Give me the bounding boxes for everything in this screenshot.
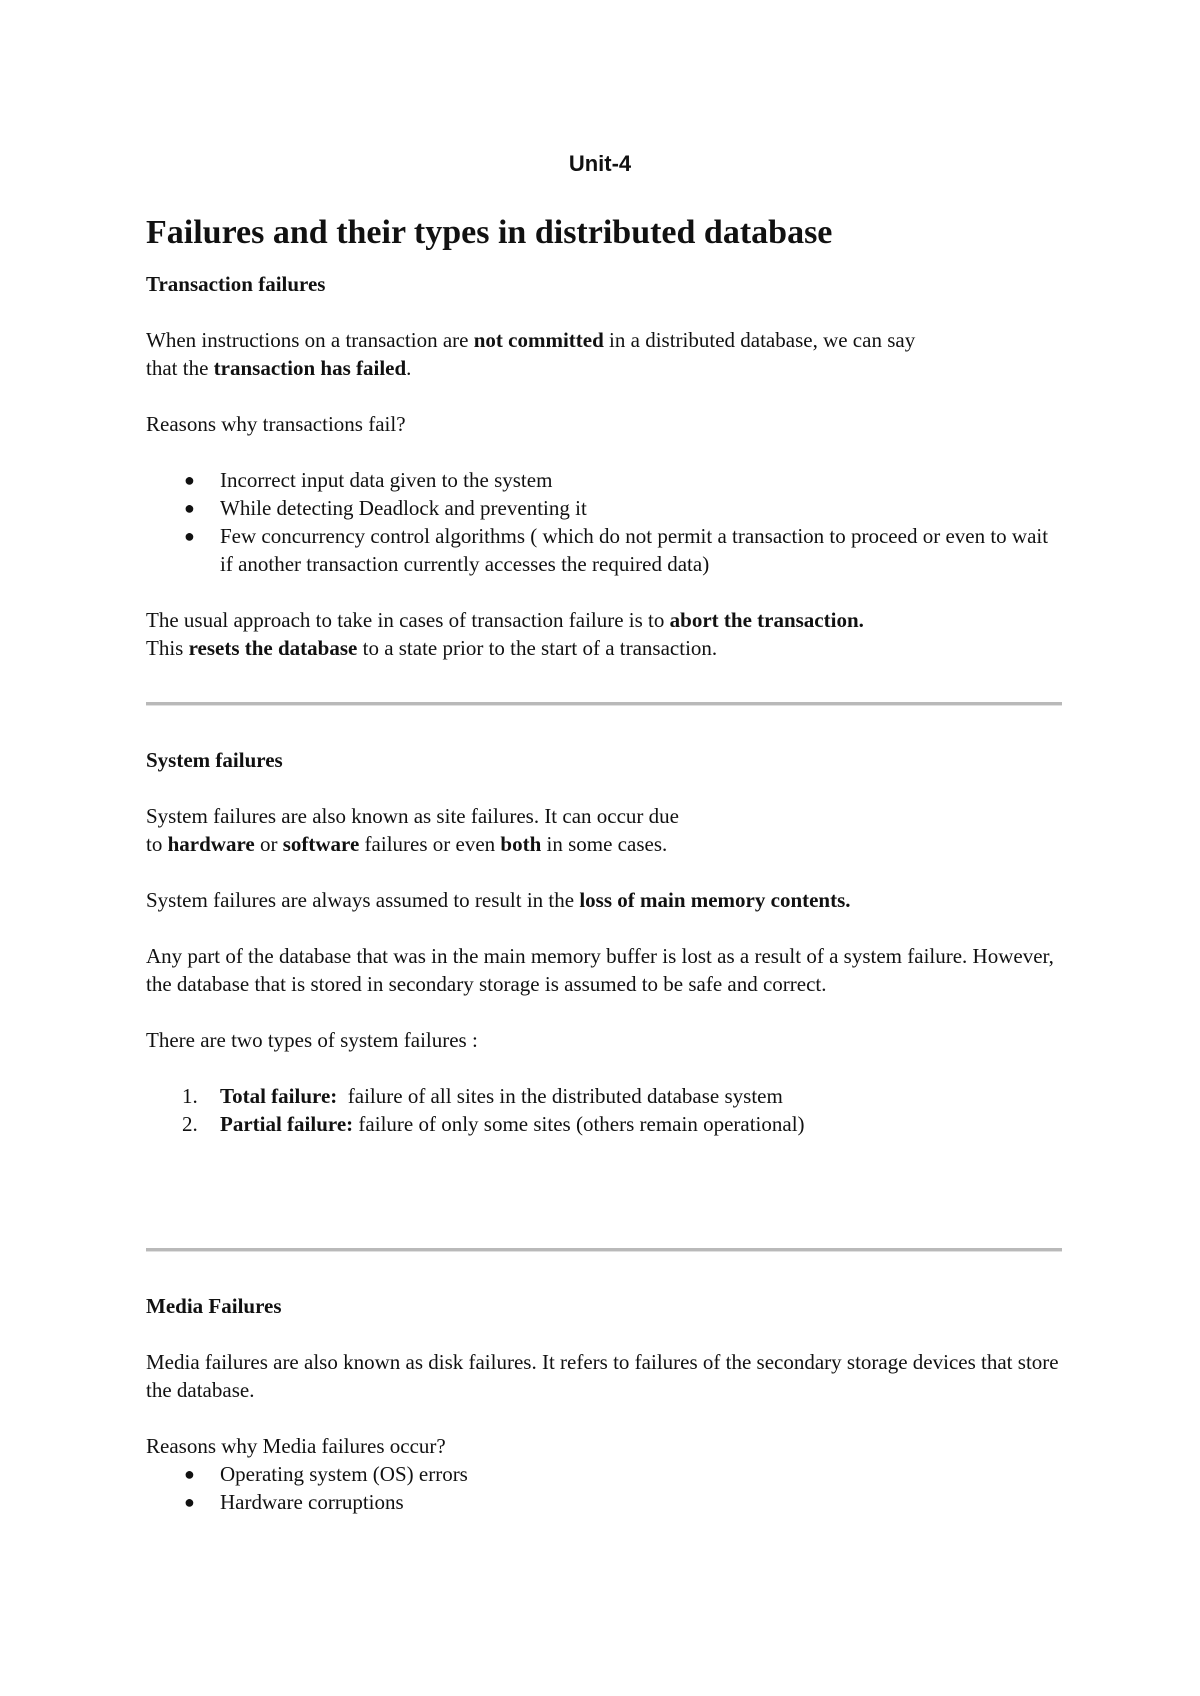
reasons-heading: Reasons why transactions fail? [146,412,406,436]
list-item: ● Operating system (OS) errors [184,1462,468,1486]
list-item: ● Hardware corruptions [184,1490,404,1514]
bullet-icon: ● [184,1464,195,1484]
list-item: 1. Total failure: failure of all sites in the distributed database system [182,1084,783,1108]
bullet-icon: ● [184,1492,195,1512]
system-p1: System failures are also known as site failures. It can occur due to hardware or software failures or even both in some cases. [146,804,679,856]
document-body [146,212,1066,1516]
section-heading: Media Failures [146,1294,282,1318]
media-p1: Media failures are also known as disk failures. It refers to failures of the secondary storage devices that store the database. [146,1350,1059,1402]
transaction-reasons-list [146,466,1066,578]
section-heading: Transaction failures [146,272,326,296]
system-p3: Any part of the database that was in the main memory buffer is lost as a result of a system failure. However, the database that is stored in secondary storage is assumed to be safe and correct. [146,944,1054,996]
transaction-approach: The usual approach to take in cases of transaction failure is to abort the transaction. This resets the database to a state prior to the start of a transaction. [146,608,864,660]
system-types-intro: There are two types of system failures : [146,1028,478,1052]
list-item: ● Few concurrency control algorithms ( which do not permit a transaction to proceed or even to wait if another transaction currently accesses the required data) [184,524,1049,576]
list-item: 2. Partial failure: failure of only some sites (others remain operational) [182,1112,805,1136]
unit-label: Unit-4 [568,151,632,176]
document-title: Failures and their types in distributed database [146,214,833,251]
system-types-list [146,1082,1066,1138]
list-item: ● Incorrect input data given to the system [184,468,553,492]
bullet-icon: ● [184,498,195,518]
section-media-failures [146,1292,1066,1516]
list-item: ● While detecting Deadlock and preventing it [184,496,587,520]
media-reasons-list [146,1460,1066,1516]
section-heading: System failures [146,748,283,772]
section-system-failures [146,746,1066,1138]
transaction-intro: When instructions on a transaction are not committed in a distributed database, we can say that the transaction has failed. [146,328,916,380]
system-p2: System failures are always assumed to result in the loss of main memory contents. [146,888,851,912]
section-transaction-failures [146,270,1066,662]
media-reasons-heading: Reasons why Media failures occur? [146,1434,446,1458]
bullet-icon: ● [184,526,195,546]
bullet-icon: ● [184,470,195,490]
